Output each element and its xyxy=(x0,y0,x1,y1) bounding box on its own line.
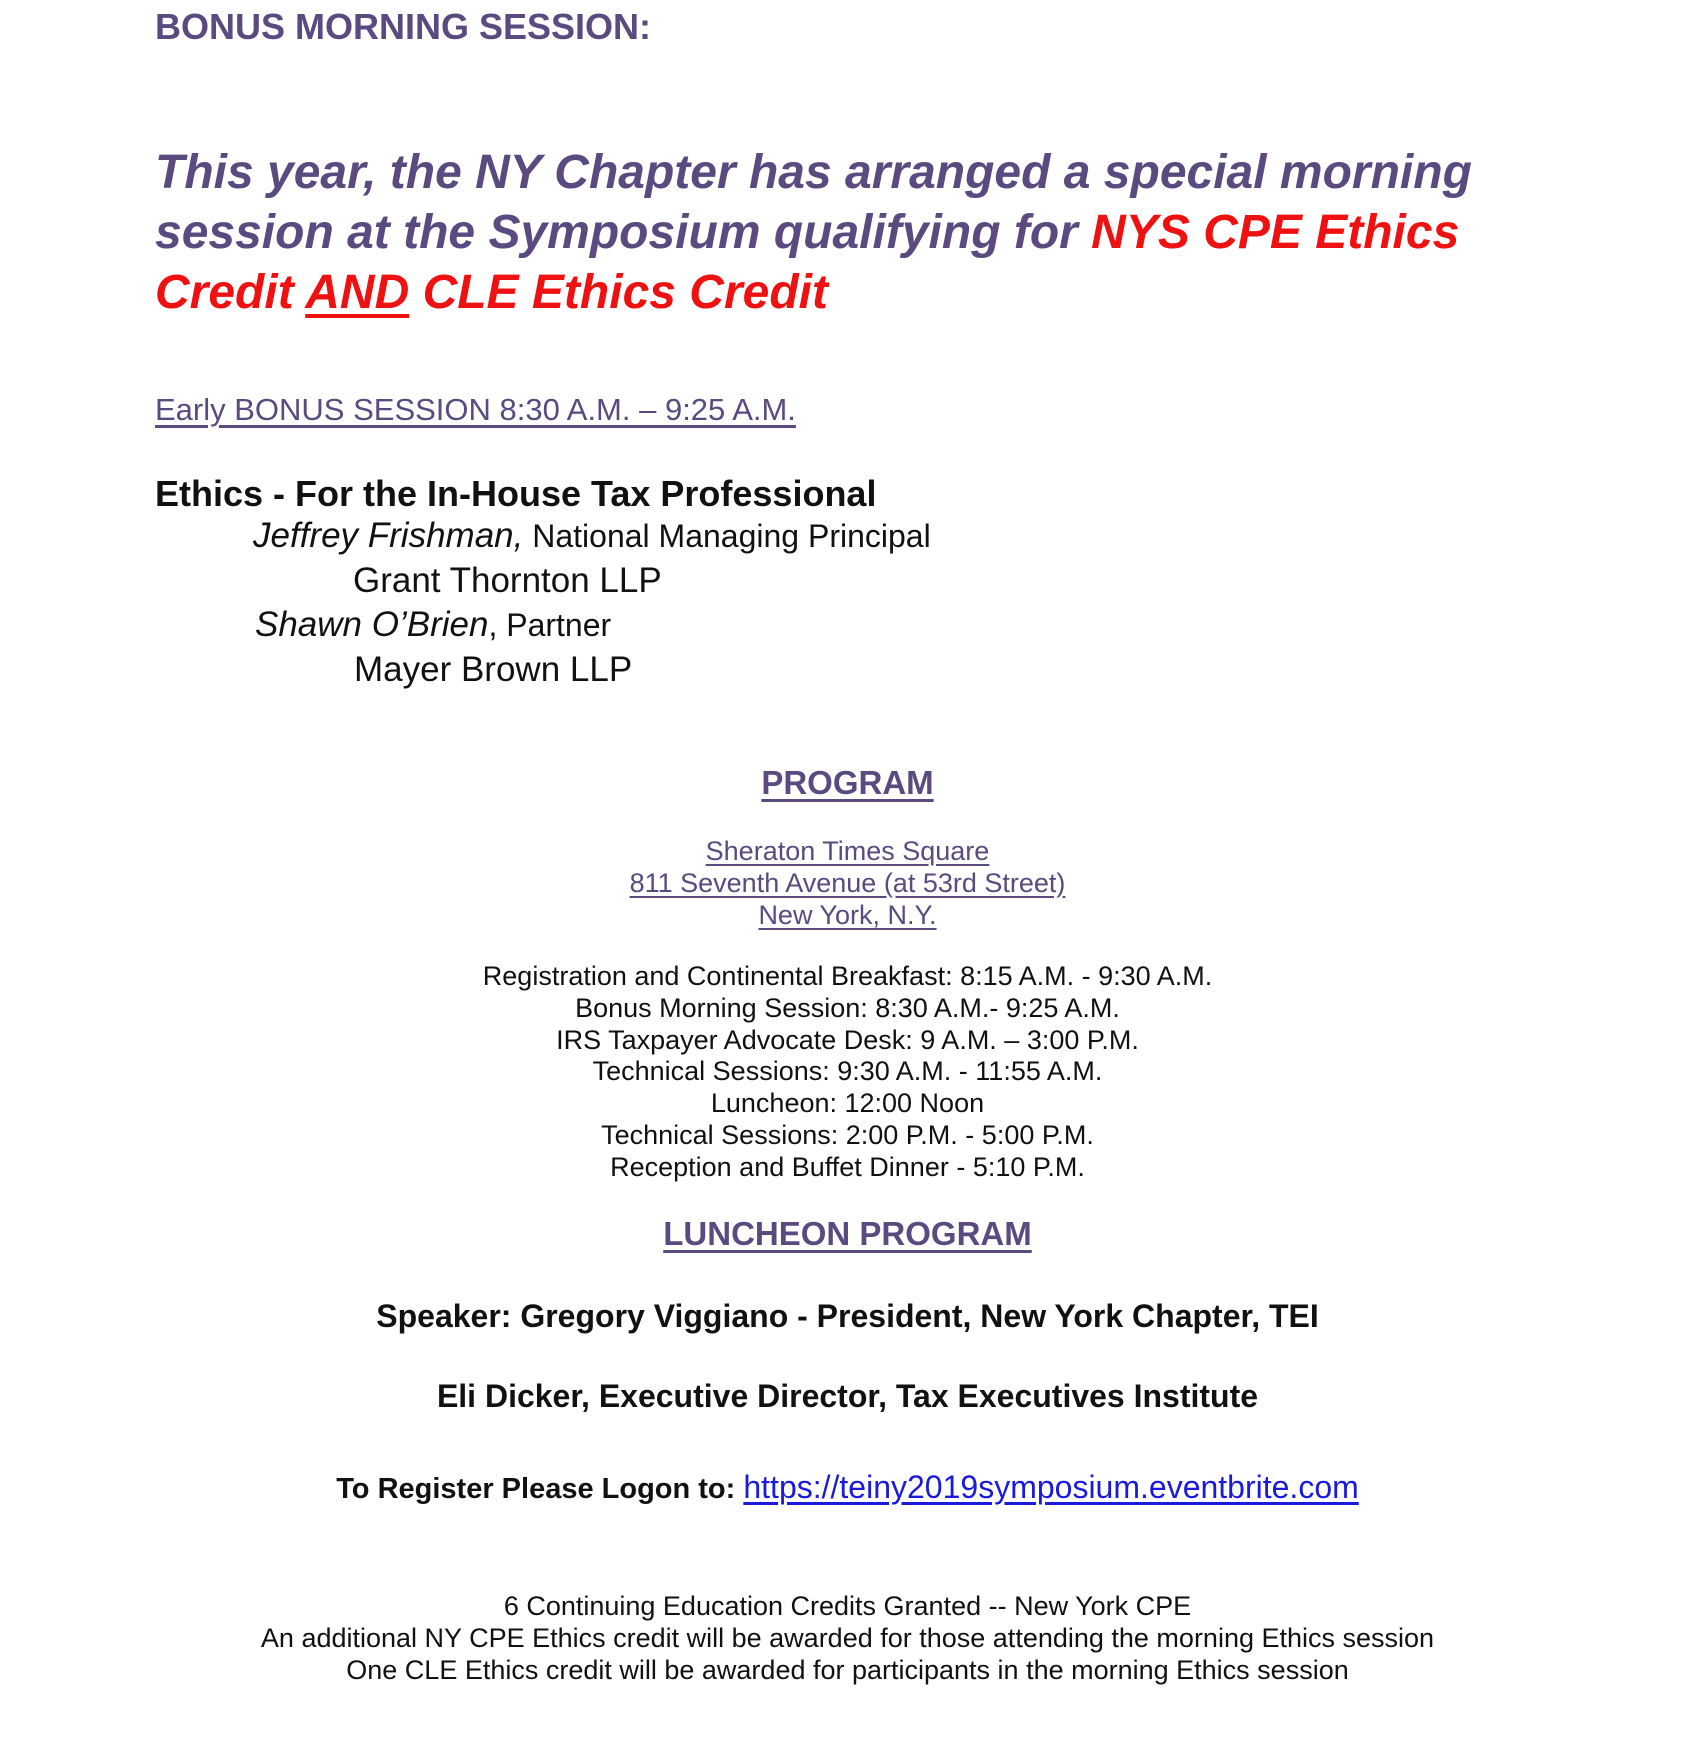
schedule-list xyxy=(0,961,1695,1184)
register-line xyxy=(0,1469,1695,1506)
speaker-firm: Mayer Brown LLP xyxy=(354,650,633,689)
speaker-name: Jeffrey Frishman, xyxy=(253,516,524,555)
speaker-role: , Partner xyxy=(488,607,612,643)
headline-red-cle: CLE Ethics Credit xyxy=(409,266,828,319)
luncheon-program-title: LUNCHEON PROGRAM xyxy=(663,1215,1032,1252)
speaker-firm: Grant Thornton LLP xyxy=(353,561,662,600)
headline-text: This year, the NY Chapter has arranged a special morning session at the Symposium qualifying for xyxy=(155,146,1472,259)
venue-line: 811 Seventh Avenue (at 53rd Street) xyxy=(629,868,1066,898)
speaker-role: National Managing Principal xyxy=(523,518,931,554)
program-title: PROGRAM xyxy=(761,764,934,801)
speaker-line xyxy=(253,516,931,556)
schedule-item: Reception and Buffet Dinner - 5:10 P.M. xyxy=(610,1151,1085,1182)
ethics-session-title: Ethics - For the In-House Tax Professional xyxy=(155,473,877,514)
schedule-item: Technical Sessions: 2:00 P.M. - 5:00 P.M. xyxy=(601,1119,1094,1150)
schedule-item: Bonus Morning Session: 8:30 A.M.- 9:25 A.M. xyxy=(575,992,1120,1023)
speaker-line xyxy=(255,605,611,645)
schedule-item: IRS Taxpayer Advocate Desk: 9 A.M. – 3:00 P.M. xyxy=(556,1024,1139,1055)
bonus-session-heading: BONUS MORNING SESSION: xyxy=(155,6,652,47)
credit-line: One CLE Ethics credit will be awarded for participants in the morning Ethics session xyxy=(346,1655,1349,1685)
venue-line: Sheraton Times Square xyxy=(705,836,990,866)
credits-block xyxy=(0,1590,1695,1686)
speaker-name: Shawn O’Brien xyxy=(255,605,489,644)
credit-line: An additional NY CPE Ethics credit will be awarded for those attending the morning Ethics session xyxy=(260,1623,1435,1653)
venue-block xyxy=(0,835,1695,931)
luncheon-speaker: Speaker: Gregory Viggiano - President, New York Chapter, TEI xyxy=(376,1298,1319,1334)
venue-line: New York, N.Y. xyxy=(758,900,937,930)
headline-red-and: AND xyxy=(305,266,410,319)
luncheon-guest: Eli Dicker, Executive Director, Tax Executives Institute xyxy=(436,1378,1259,1414)
schedule-item: Technical Sessions: 9:30 A.M. - 11:55 A.M. xyxy=(592,1056,1103,1087)
register-link[interactable]: https://teiny2019symposium.eventbrite.com xyxy=(743,1469,1359,1505)
credit-line: 6 Continuing Education Credits Granted -- New York CPE xyxy=(503,1591,1192,1621)
bonus-session-headline xyxy=(155,143,1595,323)
register-label: To Register Please Logon to: xyxy=(336,1473,744,1505)
early-session-time: Early BONUS SESSION 8:30 A.M. – 9:25 A.M. xyxy=(155,392,796,427)
schedule-item: Registration and Continental Breakfast: 8:15 A.M. - 9:30 A.M. xyxy=(482,961,1213,991)
headline-red-cpe: NYS CPE Ethics Credit xyxy=(155,206,1460,319)
schedule-item: Luncheon: 12:00 Noon xyxy=(710,1088,985,1119)
